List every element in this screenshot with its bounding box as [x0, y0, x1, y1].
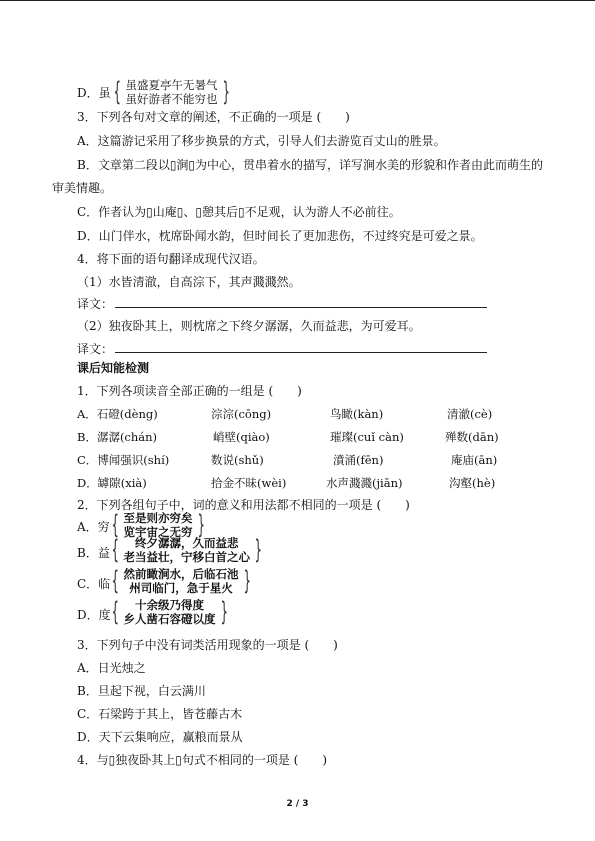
right-brace: } [243, 566, 251, 596]
p2c-item-2: 州司临门，急于星火 [129, 581, 233, 595]
p2c-brace [107, 567, 255, 595]
p2a-item-2: 览宇宙之无穷 [123, 525, 193, 539]
p2d-brace [107, 598, 232, 626]
p1-d-4: 沟壑(hè) [449, 476, 496, 490]
right-brace: } [254, 535, 263, 565]
p3-option-d: D．天下云集响应，赢粮而景从 [77, 730, 243, 744]
q4-sentence-1: （1）水皆清澈，自高淙下，其声濺濺然。 [77, 275, 301, 289]
left-brace: { [113, 77, 121, 107]
right-brace: } [222, 77, 230, 107]
q3-option-d: D．山门伴水，枕席卧闻水韵，但时间长了更加悲伤，不过终究是可爱之景。 [77, 229, 483, 243]
p2a-brace [107, 511, 209, 539]
page-number: 2 / 3 [286, 799, 309, 809]
p1-b-1: B．潺潺(chán) [77, 430, 158, 444]
p2b-brace [107, 536, 267, 564]
p2b-label: B．益 [77, 546, 110, 560]
p2b-item-1: 终夕潺潺，久而益悲 [135, 536, 239, 550]
left-brace: { [111, 597, 119, 627]
left-brace: { [111, 566, 119, 596]
p1-c-4: 庵庙(ān) [451, 453, 498, 467]
right-brace: } [220, 597, 228, 627]
q4-sentence-2: （2）独夜卧其上，则枕席之下终夕潺潺，久而益悲，为可爱耳。 [77, 319, 421, 333]
p1-a-2: 淙淙(cōng) [211, 407, 272, 421]
q2d-item-2: 虽好游者不能穷也 [125, 92, 218, 106]
p1-b-4: 殚数(dān) [445, 430, 499, 444]
p1-a-3: 鸟瞰(kàn) [330, 407, 384, 421]
q3-stem: 3．下列各句对文章的阐述，不正确的一项是 ( ) [77, 110, 350, 124]
p3-option-b: B．旦起下视，白云满川 [77, 684, 206, 698]
p3-option-c: C．石梁跨于其上，皆苍藤古木 [77, 707, 243, 721]
p2c-label: C．临 [77, 577, 111, 591]
p1-c-2: 数说(shǔ) [211, 453, 264, 467]
p2d-item-2: 乡人凿石容磴以度 [123, 612, 216, 626]
p1-c-3: 濆涌(fēn) [333, 453, 384, 467]
section-heading: 课后知能检测 [77, 361, 150, 375]
p3-stem: 3．下列句子中没有词类活用现象的一项是 ( ) [77, 638, 338, 652]
answer-line-1[interactable] [115, 296, 487, 308]
p1-c-1: C．博闻强识(shí) [77, 453, 170, 467]
p1-d-1: D．罅隙(xià) [77, 476, 147, 490]
q4-translation-2 [77, 341, 487, 357]
p2-stem: 2．下列各组句子中，词的意义和用法都不相同的一项是 ( ) [77, 498, 410, 512]
q2d-brace [109, 78, 234, 106]
left-brace: { [111, 510, 119, 540]
q2d-label: D．虽 [77, 86, 111, 100]
p2b-item-2: 老当益壮，宁移白首之心 [123, 550, 251, 564]
p4-stem: 4．与▯独夜卧其上▯句式不相同的一项是 ( ) [77, 753, 328, 767]
p1-d-3: 水声濺濺(jiān) [326, 476, 403, 490]
p1-b-2: 峭壁(qiào) [213, 430, 270, 444]
q4-stem: 4．将下面的语句翻译成现代汉语。 [77, 252, 265, 266]
p2d-label: D．度 [77, 608, 111, 622]
answer-line-2[interactable] [115, 341, 487, 353]
p1-a-4: 清澈(cè) [447, 407, 493, 421]
p2c-item-1: 然前瞰涧水，后临石池 [123, 567, 239, 581]
q3-option-a: A．这篇游记采用了移步换景的方式，引导人们去游览百丈山的胜景。 [77, 134, 446, 148]
p1-stem: 1．下列各项读音全部正确的一组是 ( ) [77, 384, 302, 398]
q4-translation-1 [77, 296, 487, 312]
p2a-item-1: 至是则亦穷矣 [123, 511, 193, 525]
q3-option-b-cont: 审美情趣。 [52, 181, 113, 195]
p3-option-a: A．日光烛之 [77, 661, 146, 675]
q2d-item-1: 虽盛夏亭午无暑气 [125, 78, 218, 92]
p1-d-2: 拾金不昧(wèi) [211, 476, 287, 490]
p2d-item-1: 十余级乃得度 [135, 598, 205, 612]
p1-a-1: A．石磴(dèng) [77, 407, 158, 421]
p2a-label: A．穷 [77, 520, 110, 534]
translation-label: 译文： [77, 342, 114, 356]
left-brace: { [111, 535, 119, 565]
translation-label: 译文： [77, 297, 114, 311]
q3-option-b: B．文章第二段以▯涧▯为中心，贯串着水的描写，详写涧水美的形貌和作者由此而萌生的 [77, 158, 544, 172]
q3-option-c: C．作者认为▯山庵▯、▯憩其后▯不足观，认为游人不必前往。 [77, 205, 401, 219]
right-brace: } [197, 510, 205, 540]
p1-b-3: 璀璨(cuǐ càn) [330, 430, 404, 444]
